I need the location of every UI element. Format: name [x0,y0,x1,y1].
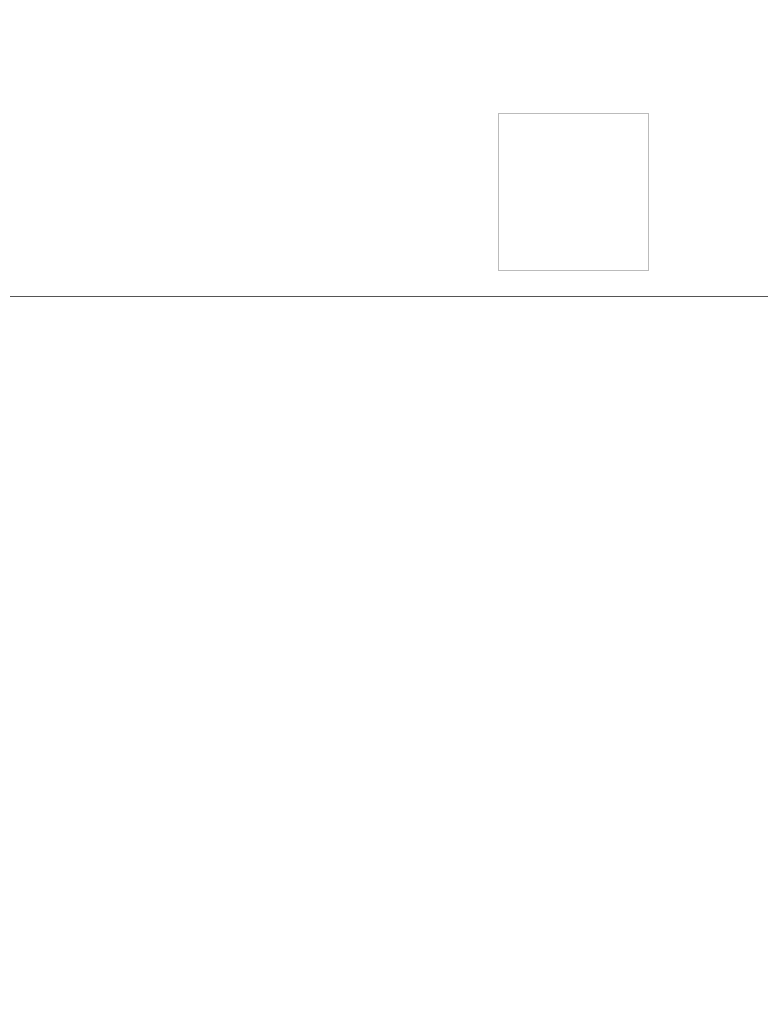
student-id-grid [498,113,649,271]
section-divider [10,296,768,297]
